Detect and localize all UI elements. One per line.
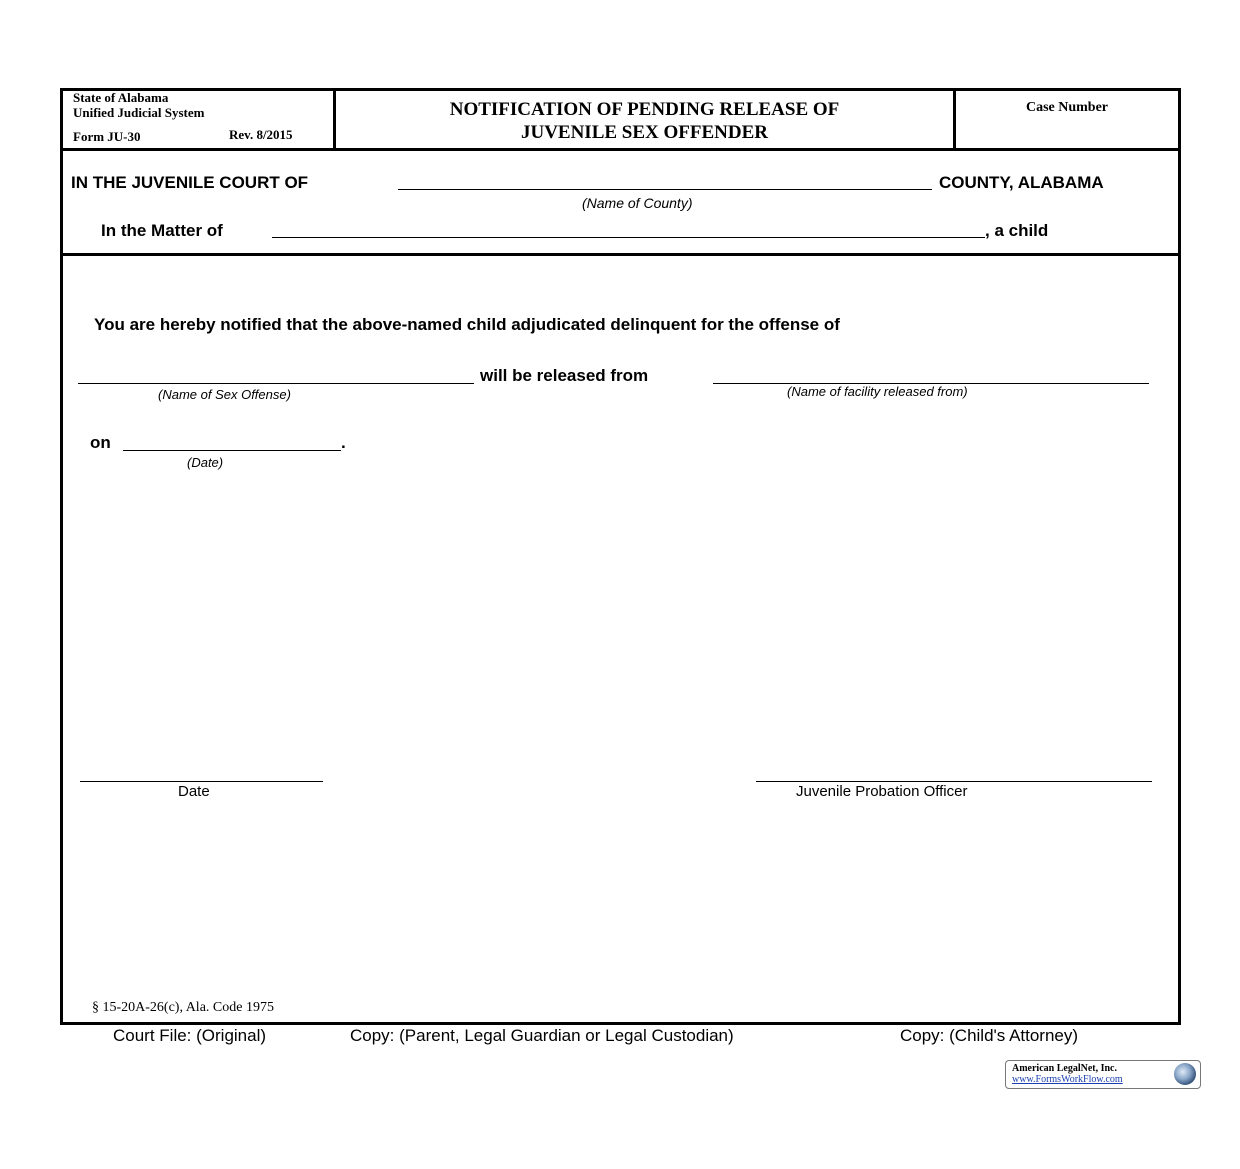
court-prefix: IN THE JUVENILE COURT OF [71,173,309,192]
release-date-field[interactable] [123,450,341,451]
distribution-original: Court File: (Original) [113,1026,267,1045]
notice-text: You are hereby notified that the above-named child adjudicated delinquent for the offense of [94,315,840,334]
form-border-right [1178,88,1181,1025]
legalnet-logo[interactable] [1005,1060,1201,1089]
officer-label: Juvenile Probation Officer [796,783,968,800]
distribution-parent: Copy: (Parent, Legal Guardian or Legal Custodian) [350,1026,734,1045]
on-label: on [90,433,111,452]
caption-bottom-border [60,253,1181,256]
signature-date-label: Date [178,783,210,800]
judicial-system: Unified Judicial System [73,105,205,120]
signature-date-field[interactable] [80,781,323,782]
period: . [341,433,346,452]
offense-field[interactable] [78,383,474,384]
form-revision: Rev. 8/2015 [229,127,293,142]
form-border-left [60,88,63,1025]
form-title-line1: NOTIFICATION OF PENDING RELEASE OF [449,99,840,120]
globe-icon [1174,1063,1196,1085]
state-name: State of Alabama [73,90,169,105]
child-name-field[interactable] [272,237,985,238]
matter-suffix: , a child [985,221,1049,240]
logo-website[interactable]: www.FormsWorkFlow.com [1012,1074,1123,1085]
code-citation: § 15-20A-26(c), Ala. Code 1975 [92,1000,274,1015]
header-divider-2 [953,88,956,150]
form-number: Form JU-30 [73,129,141,144]
case-number-label: Case Number [1025,100,1109,115]
distribution-attorney: Copy: (Child's Attorney) [900,1026,1079,1045]
date-caption: (Date) [187,455,224,470]
county-name-field[interactable] [398,189,932,190]
offense-caption: (Name of Sex Offense) [158,387,291,402]
form-border-top [60,88,1181,91]
matter-prefix: In the Matter of [101,221,223,240]
form-border-bottom [60,1022,1181,1025]
released-text: will be released from [480,366,649,385]
court-suffix: COUNTY, ALABAMA [939,173,1104,192]
county-caption: (Name of County) [582,195,693,211]
form-title-line2: JUVENILE SEX OFFENDER [520,122,769,143]
officer-signature-field[interactable] [756,781,1152,782]
facility-caption: (Name of facility released from) [787,384,968,399]
logo-company: American LegalNet, Inc. [1012,1063,1117,1074]
header-bottom-border [60,148,1181,151]
case-number-field[interactable] [966,118,1168,144]
